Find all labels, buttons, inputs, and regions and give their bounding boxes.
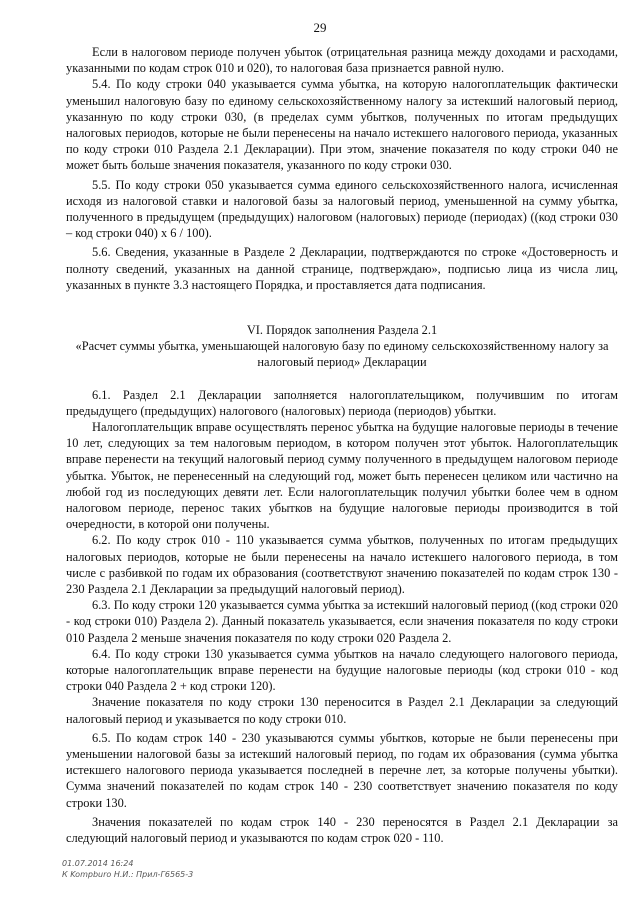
paragraph: 6.1. Раздел 2.1 Декларации заполняется налогоплательщиком, получившим по итогам предыдущего (предыдущих) налогового (налоговых) периода (периодов) убытки.	[66, 387, 618, 418]
section-block	[66, 322, 618, 846]
paragraph: 5.4. По коду строки 040 указывается сумма убытка, на которую налогоплательщик фактически уменьшил налоговую базу по единому сельскохозяйственному налогу за истекший налоговый период, указанную по коду строки 030, (в пределах сумм убытков, полученных по итогам предыдущих налоговых периодов, которые не были перенесены на начало истекшего налогового периода, указанных по коду строки 010 Раздела 2.1 Декларации). При этом, значение показателя по коду строки 040 не может быть больше значения показателя, указанного по коду строки 030.	[66, 77, 618, 173]
footer-file-reference: К Kompburo Н.И.: Прил-Г6565-3	[62, 870, 194, 879]
print-footer	[62, 858, 193, 880]
paragraph: Если в налоговом периоде получен убыток (отрицательная разница между доходами и расходами, указанными по кодам строк 010 и 020), то налоговая база признается равной нулю.	[66, 45, 618, 76]
section-title: VI. Порядок заполнения Раздела 2.1	[246, 323, 438, 337]
paragraph: 5.5. По коду строки 050 указывается сумма единого сельскохозяйственного налога, исчисленная исходя из налоговой ставки и налоговой базы за налоговый период, уменьшенной на сумму убытка, полученного в предыдущем (предыдущих) налоговом (налоговых) периоде (периодах) ((код строки 030 – код строки 040) х 6 / 100).	[66, 177, 618, 241]
paragraph: Значения показателей по кодам строк 140 - 230 переносятся в Раздел 2.1 Декларации за следующий налоговый период и указываются по кодам строк 020 - 110.	[66, 814, 618, 846]
page-number: 29	[313, 20, 327, 35]
paragraph: 6.2. По коду строк 010 - 110 указывается сумма убытков, полученных по итогам предыдущих налоговых периодов, которые не были перенесены на начало истекшего налогового периода, в том числе с разбивкой по годам их образования (соответствуют значению показателей по кодам строк 130 - 230 Раздела 2.1 Декларации за предыдущий налоговый период).	[66, 533, 618, 597]
paragraph: 6.4. По коду строки 130 указывается сумма убытков на начало следующего налогового периода, которые налогоплательщик вправе перенести на будущие налоговые периоды (код строки 010 - код строки 040 Раздела 2 + код строки 120).	[66, 646, 618, 694]
paragraph: 6.5. По кодам строк 140 - 230 указываются суммы убытков, которые не были перенесены при уменьшении налоговой базы за истекший налоговый период, по годам их образования (сумма убытка истекшего налогового периода указывается последней в перечне лет, за которые получены убытки). Сумма значений показателей по кодам строк 140 - 230 соответствует значению показателя по коду строки 130.	[66, 730, 618, 810]
top-text-block	[66, 44, 618, 293]
section-subtitle: «Расчет суммы убытка, уменьшающей налоговую базу по единому сельскохозяйственному налогу за налоговый период» Декларации	[75, 339, 609, 370]
paragraph: 6.3. По коду строки 120 указывается сумма убытка за истекший налоговый период ((код строки 020 - код строки 010) Раздела 2). Данный показатель указывается, если значения показателя по коду строки 010 Раздела 2 меньше значения показателя по коду строки 020 Раздела 2.	[66, 598, 618, 645]
footer-timestamp: 01.07.2014 16:24	[62, 859, 134, 868]
paragraph: 5.6. Сведения, указанные в Разделе 2 Декларации, подтверждаются по строке «Достоверность и полноту сведений, указанных на данной странице, подтверждаю», подписью лица из числа лиц, указанных в пункте 3.3 настоящего Порядка, и проставляется дата подписания.	[66, 245, 618, 292]
paragraph: Значение показателя по коду строки 130 переносится в Раздел 2.1 Декларации за следующий налоговый период и указывается по коду строки 010.	[66, 695, 618, 726]
paragraph: Налогоплательщик вправе осуществлять перенос убытка на будущие налоговые периоды в течение 10 лет, следующих за тем налоговым периодом, в котором получен этот убыток. Налогоплательщик вправе перенести на текущий налоговый период сумму полученного в предыдущем налоговом периоде убытка. Убыток, не перенесенный на следующий год, может быть перенесен целиком или частично на любой год из последующих девяти лет. Если налогоплательщик получил убытки более чем в одном налоговом периоде, перенос таких убытков на будущие налоговые периоды производится в той очередности, в которой они получены.	[66, 420, 618, 532]
